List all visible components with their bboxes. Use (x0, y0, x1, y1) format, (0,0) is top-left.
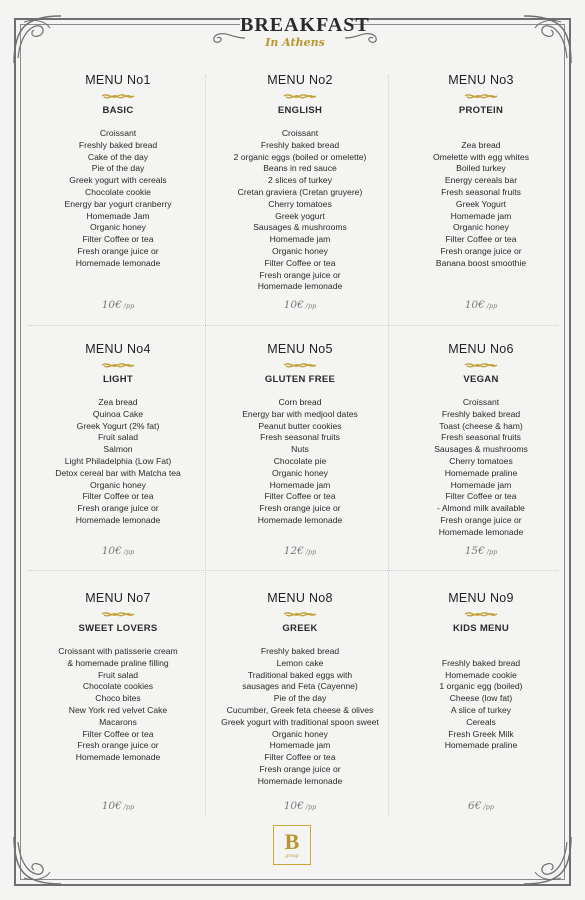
menu-category: BASIC (102, 105, 134, 116)
menu-title: MENU No6 (448, 342, 514, 356)
menu-price (212, 800, 388, 812)
menu-item: Greek yogurt with traditional spoon sweet (221, 716, 379, 727)
menu-item: Salmon (103, 444, 133, 455)
menu-item: Organic honey (272, 728, 328, 739)
menu-category: GREEK (282, 623, 318, 634)
menu-card-9 (393, 591, 569, 752)
gold-flourish-icon (282, 91, 318, 101)
menu-card-4 (30, 342, 206, 527)
menu-item: Filter Coffee or tea (264, 257, 336, 268)
menu-item: Filter Coffee or tea (445, 491, 517, 502)
menu-item: Macarons (99, 716, 137, 727)
menu-card-6 (393, 342, 569, 539)
menu-item: Fresh orange juice or (259, 503, 341, 514)
menu-item: Organic honey (272, 467, 328, 478)
menu-item: Fresh orange juice or (77, 503, 159, 514)
menu-item: Organic honey (453, 222, 509, 233)
menu-item: Greek yogurt (275, 210, 325, 221)
logo-letter: B (284, 829, 300, 854)
menu-item: Sausages & mushrooms (253, 222, 347, 233)
menu-item: Fresh Greek Milk (448, 728, 514, 739)
menu-item: Fresh orange juice or (77, 740, 159, 751)
menu-item: Cherry tomatoes (449, 455, 513, 466)
menu-item: Homemade lemonade (75, 257, 161, 268)
row-divider-1 (28, 325, 558, 326)
price-value: 6€ (468, 800, 482, 812)
menu-item: Zea bread (461, 139, 501, 150)
menu-card-1 (30, 73, 206, 270)
menu-item: Energy bar with medjool dates (242, 408, 358, 419)
menu-item: Pie of the day (273, 693, 327, 704)
menu-category: GLUTEN FREE (264, 374, 336, 385)
menu-item: Chocolate pie (273, 455, 327, 466)
menu-item: Omelette with egg whites (432, 151, 529, 162)
menu-item: Toast (cheese & ham) (439, 420, 523, 431)
menu-item: Freshly baked bread (260, 139, 340, 150)
menu-item: Croissant (462, 397, 500, 407)
menu-card-5 (212, 342, 388, 527)
corner-ornament-top-left (6, 8, 66, 68)
menu-title: MENU No4 (85, 342, 151, 356)
menu-item: Freshly baked bread (260, 646, 340, 656)
menu-item: Homemade lemonade (438, 526, 524, 537)
price-unit: /pp (305, 548, 317, 556)
price-unit: /pp (123, 548, 135, 556)
menu-items (212, 646, 388, 788)
menu-item: Organic honey (90, 479, 146, 490)
menu-item: Homemade jam (269, 740, 331, 751)
gold-flourish-icon (100, 91, 136, 101)
price-unit: /pp (305, 803, 317, 811)
menu-item: Homemade cookie (445, 669, 517, 680)
menu-title: MENU No5 (267, 342, 333, 356)
menu-price (212, 299, 388, 311)
price-value: 10€ (283, 800, 304, 812)
menu-price (30, 545, 206, 557)
menu-item: Homemade lemonade (75, 514, 161, 525)
menu-item: Croissant (281, 128, 319, 138)
menu-item: Freshly baked bread (441, 657, 521, 668)
menu-item: Fresh orange juice or (77, 245, 159, 256)
menu-item: Nuts (291, 444, 309, 455)
menu-item: Sausages & mushrooms (434, 444, 528, 455)
page-subtitle: In Athens (265, 36, 325, 49)
menu-item (393, 128, 569, 140)
menu-item: & homemade praline filling (67, 657, 169, 668)
menu-item: A slice of turkey (450, 704, 512, 715)
menu-title: MENU No1 (85, 73, 151, 87)
menu-item: Energy bar yogurt cranberry (64, 198, 172, 209)
menu-price (212, 545, 388, 557)
menu-item: Banana boost smoothie (435, 257, 527, 268)
price-value: 10€ (283, 299, 304, 311)
menu-category: VEGAN (463, 374, 499, 385)
menu-item: Croissant (99, 128, 137, 138)
menu-item: Organic honey (90, 222, 146, 233)
menu-title: MENU No3 (448, 73, 514, 87)
corner-ornament-bottom-right (519, 832, 579, 892)
menu-item: Homemade jam (450, 210, 512, 221)
header-scroll-right-ornament (345, 30, 385, 46)
menu-item: Zea bread (98, 397, 138, 407)
price-value: 10€ (464, 299, 485, 311)
menu-item: Homemade lemonade (75, 752, 161, 763)
menu-price (30, 299, 206, 311)
menu-price (393, 545, 569, 557)
menu-card-8 (212, 591, 388, 788)
logo-text: group (285, 854, 299, 859)
price-unit: /pp (486, 548, 498, 556)
menu-item: Homemade jam (450, 479, 512, 490)
menu-item: Pie of the day (91, 163, 145, 174)
menu-item: Detox cereal bar with Matcha tea (55, 467, 181, 478)
corner-ornament-bottom-left (6, 832, 66, 892)
menu-category: KIDS MENU (452, 623, 509, 634)
menu-category: ENGLISH (277, 105, 323, 116)
menu-item: Fresh seasonal fruits (441, 432, 521, 443)
menu-item: Cheese (low fat) (449, 693, 513, 704)
menu-item: Homemade jam (269, 234, 331, 245)
menu-item: Quinoa Cake (92, 408, 144, 419)
menu-items (212, 397, 388, 527)
menu-item: Fresh orange juice or (440, 245, 522, 256)
menu-items (393, 397, 569, 539)
menu-item: Homemade jam (269, 479, 331, 490)
menu-item: 2 slices of turkey (268, 175, 332, 186)
menu-item: Freshly baked bread (441, 408, 521, 419)
menu-item: Homemade praline (444, 740, 518, 751)
price-value: 10€ (101, 800, 122, 812)
price-unit: /pp (123, 302, 135, 310)
menu-item: Greek Yogurt (455, 198, 507, 209)
menu-item: Fresh orange juice or (440, 514, 522, 525)
gold-flourish-icon (463, 360, 499, 370)
menu-items (393, 646, 569, 752)
brand-logo (273, 825, 311, 865)
page-title: BREAKFAST (240, 14, 370, 36)
menu-item: Beans in red sauce (263, 163, 337, 174)
menu-card-7 (30, 591, 206, 764)
menu-items (393, 128, 569, 270)
menu-item: Boiled turkey (456, 163, 506, 174)
header-scroll-left-ornament (205, 30, 245, 46)
gold-flourish-icon (463, 91, 499, 101)
menu-price (393, 299, 569, 311)
menu-item: 2 organic eggs (boiled or omelette) (233, 151, 367, 162)
menu-item: Filter Coffee or tea (82, 491, 154, 502)
menu-item: Corn bread (278, 397, 322, 407)
price-unit: /pp (123, 803, 135, 811)
menu-category: LIGHT (103, 374, 133, 385)
menu-item: Filter Coffee or tea (82, 728, 154, 739)
menu-item: Cereals (466, 716, 496, 727)
menu-item: Fresh orange juice or (259, 763, 341, 774)
gold-flourish-icon (463, 609, 499, 619)
menu-items (30, 646, 206, 764)
menu-item: 1 organic egg (boiled) (439, 681, 523, 692)
menu-item: Fresh orange juice or (259, 269, 341, 280)
menu-title: MENU No7 (85, 591, 151, 605)
menu-item: Choco bites (95, 693, 141, 704)
menu-card-2 (212, 73, 388, 293)
menu-item: Homemade lemonade (257, 775, 343, 786)
menu-item: sausages and Feta (Cayenne) (242, 681, 358, 692)
menu-items (212, 128, 388, 293)
menu-item: - Almond milk available (437, 503, 525, 514)
menu-item: Filter Coffee or tea (82, 234, 154, 245)
menu-item: Cucumber, Greek feta cheese & olives (226, 704, 374, 715)
menu-price (30, 800, 206, 812)
menu-item: Filter Coffee or tea (445, 234, 517, 245)
price-value: 10€ (101, 545, 122, 557)
gold-flourish-icon (282, 609, 318, 619)
menu-item: Homemade lemonade (257, 281, 343, 292)
menu-card-3 (393, 73, 569, 270)
gold-flourish-icon (100, 360, 136, 370)
gold-flourish-icon (282, 360, 318, 370)
menu-item: Chocolate cookies (82, 681, 154, 692)
row-divider-2 (28, 570, 558, 571)
menu-title: MENU No9 (448, 591, 514, 605)
price-unit: /pp (486, 302, 498, 310)
price-value: 15€ (464, 545, 485, 557)
price-value: 12€ (283, 545, 304, 557)
corner-ornament-top-right (519, 8, 579, 68)
menu-title: MENU No2 (267, 73, 333, 87)
menu-item: Fruit salad (97, 669, 139, 680)
menu-title: MENU No8 (267, 591, 333, 605)
header-plaque (240, 10, 370, 60)
menu-item: Greek Yogurt (2% fat) (76, 420, 160, 431)
menu-item: Light Philadelphia (Low Fat) (64, 455, 172, 466)
menu-item: Cretan graviera (Cretan gruyere) (237, 186, 363, 197)
menu-item: Cherry tomatoes (268, 198, 332, 209)
menu-item: Fresh seasonal fruits (441, 186, 521, 197)
price-unit: /pp (305, 302, 317, 310)
menu-item: Croissant with patisserie cream (58, 646, 178, 656)
price-unit: /pp (483, 803, 494, 811)
menu-item: Peanut butter cookies (258, 420, 342, 431)
menu-item: Filter Coffee or tea (264, 491, 336, 502)
price-value: 10€ (101, 299, 122, 311)
menu-item: Fruit salad (97, 432, 139, 443)
menu-item: Energy cereals bar (444, 175, 518, 186)
menu-item: Traditional baked eggs with (247, 669, 353, 680)
menu-item: Chocolate cookie (85, 186, 151, 197)
menu-items (30, 128, 206, 270)
menu-item: Homemade praline (444, 467, 518, 478)
menu-item (393, 646, 569, 658)
menu-item: Freshly baked bread (78, 139, 158, 150)
menu-item: Cake of the day (87, 151, 149, 162)
menu-items (30, 397, 206, 527)
menu-category: PROTEIN (458, 105, 504, 116)
menu-price (393, 800, 569, 812)
menu-item: Lemon cake (276, 657, 324, 668)
column-divider-2 (388, 75, 389, 815)
menu-item: Homemade lemonade (257, 514, 343, 525)
menu-category: SWEET LOVERS (78, 623, 158, 634)
menu-item: Organic honey (272, 245, 328, 256)
menu-item: Greek yogurt with cereals (69, 175, 167, 186)
menu-item: Homemade Jam (86, 210, 150, 221)
menu-item: Fresh seasonal fruits (260, 432, 340, 443)
gold-flourish-icon (100, 609, 136, 619)
menu-item: Filter Coffee or tea (264, 752, 336, 763)
menu-item: New York red velvet Cake (68, 704, 168, 715)
